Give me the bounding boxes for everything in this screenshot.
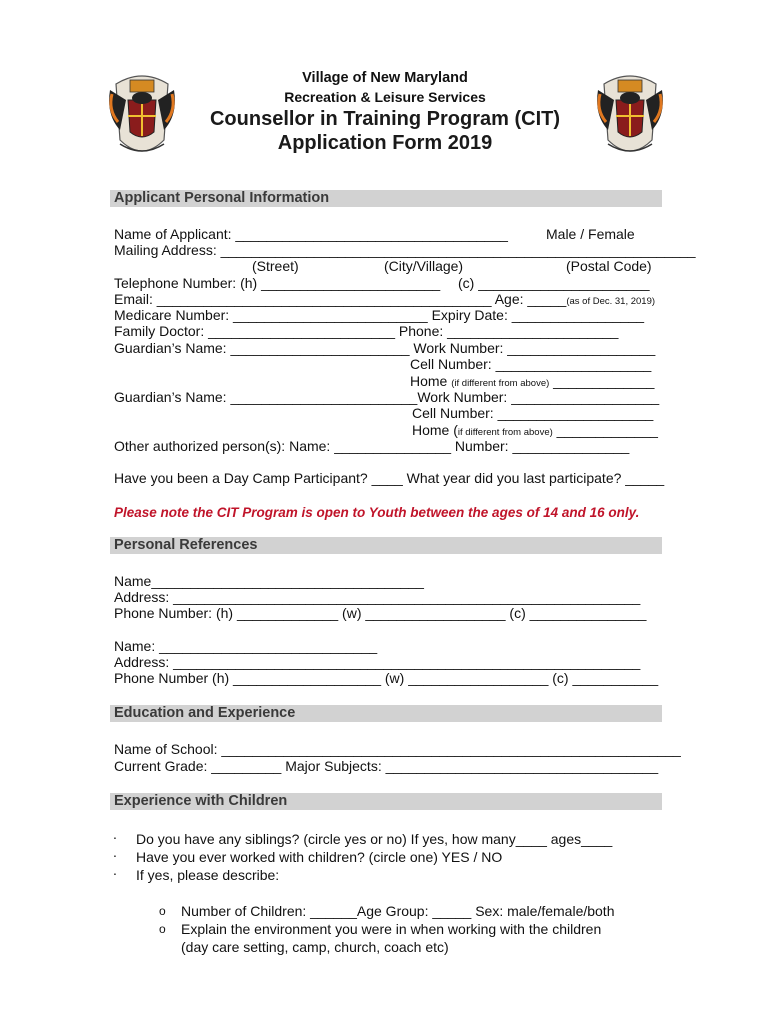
ref2-name-field[interactable]: Name: ____________________________: [114, 638, 378, 654]
home-note: if different from above): [457, 427, 553, 438]
siblings-question[interactable]: Do you have any siblings? (circle yes or no) If yes, how many____ ages____: [136, 831, 613, 847]
postal-label: (Postal Code): [566, 258, 652, 274]
ref1-address-field[interactable]: Address: ____________________________________________________________: [114, 589, 641, 605]
guardian1-field[interactable]: Guardian’s Name: _______________________ Work Number: ___________________: [114, 340, 656, 356]
email-age-text: Email: ___________________________________________ Age: _____: [114, 291, 567, 307]
guardian1-cell-field[interactable]: Cell Number: ____________________: [410, 356, 652, 372]
telephone-field[interactable]: Telephone Number: (h) _______________________: [114, 275, 441, 291]
ref1-phone-field[interactable]: Phone Number: (h) _____________ (w) __________________ (c) _______________: [114, 605, 647, 621]
guardian2-home-field[interactable]: [412, 423, 658, 437]
city-label: (City/Village): [384, 258, 464, 274]
guardian2-field[interactable]: Guardian’s Name: ________________________Work Number: ___________________: [114, 389, 660, 405]
ref2-address-field[interactable]: Address: ____________________________________________________________: [114, 654, 641, 670]
children-count-field[interactable]: Number of Children: ______Age Group: _____ Sex: male/female/both: [181, 903, 615, 919]
grade-subjects-field[interactable]: Current Grade: _________ Major Subjects: ___________________________________: [114, 758, 659, 774]
home-note: (if different from above): [451, 378, 550, 389]
section-header-references: Personal References: [110, 537, 662, 554]
other-person-field[interactable]: Other authorized person(s): Name: _______________ Number: _______________: [114, 438, 630, 454]
street-label: (Street): [252, 258, 299, 274]
form-title: Counsellor in Training Program (CIT): [209, 108, 561, 130]
bullet: .: [113, 826, 117, 842]
sub-bullet: o: [159, 904, 166, 918]
medicare-field[interactable]: Medicare Number: _________________________ Expiry Date: _________________: [114, 307, 645, 323]
environment-question: Explain the environment you were in when working with the children: [181, 921, 602, 937]
family-doctor-field[interactable]: Family Doctor: ________________________ Phone: ______________________: [114, 323, 619, 339]
home-label: Home (: [412, 422, 458, 438]
worked-with-children-question[interactable]: Have you ever worked with children? (circle one) YES / NO: [136, 849, 503, 865]
section-header-experience: Experience with Children: [110, 793, 662, 810]
guardian1-home-field[interactable]: [410, 374, 654, 388]
home-label: Home: [410, 373, 452, 389]
day-camp-field[interactable]: Have you been a Day Camp Participant? ____ What year did you last participate? _____: [114, 470, 665, 486]
describe-question: If yes, please describe:: [136, 867, 280, 883]
department-name: Recreation & Leisure Services: [284, 89, 486, 105]
mailing-address-field[interactable]: Mailing Address: _____________________________________________________________: [114, 242, 696, 258]
org-name: Village of New Maryland: [302, 70, 468, 86]
age-note: (as of Dec. 31, 2019): [566, 296, 656, 307]
guardian2-cell-field[interactable]: Cell Number: ____________________: [412, 405, 654, 421]
email-age-field[interactable]: [114, 292, 655, 306]
bullet: .: [113, 862, 117, 878]
environment-examples: (day care setting, camp, church, coach etc): [181, 939, 449, 955]
home-blank: _____________: [549, 373, 655, 389]
section-header-personal: Applicant Personal Information: [110, 190, 662, 207]
bullet: .: [113, 844, 117, 860]
sub-bullet: o: [159, 922, 166, 936]
home-blank: _____________: [552, 422, 658, 438]
cell-phone-field[interactable]: (c) ______________________: [458, 275, 650, 291]
ref1-name-field[interactable]: Name___________________________________: [114, 573, 424, 589]
section-header-education: Education and Experience: [110, 705, 662, 722]
applicant-name-field[interactable]: Name of Applicant: ___________________________________: [114, 226, 508, 242]
age-restriction-note: Please note the CIT Program is open to Youth between the ages of 14 and 16 only.: [114, 505, 640, 520]
form-subtitle: Application Form 2019: [277, 132, 493, 154]
gender-field[interactable]: Male / Female: [546, 226, 635, 242]
ref2-phone-field[interactable]: Phone Number (h) ___________________ (w) __________________ (c) ___________: [114, 670, 659, 686]
school-name-field[interactable]: Name of School: ___________________________________________________________: [114, 741, 681, 757]
